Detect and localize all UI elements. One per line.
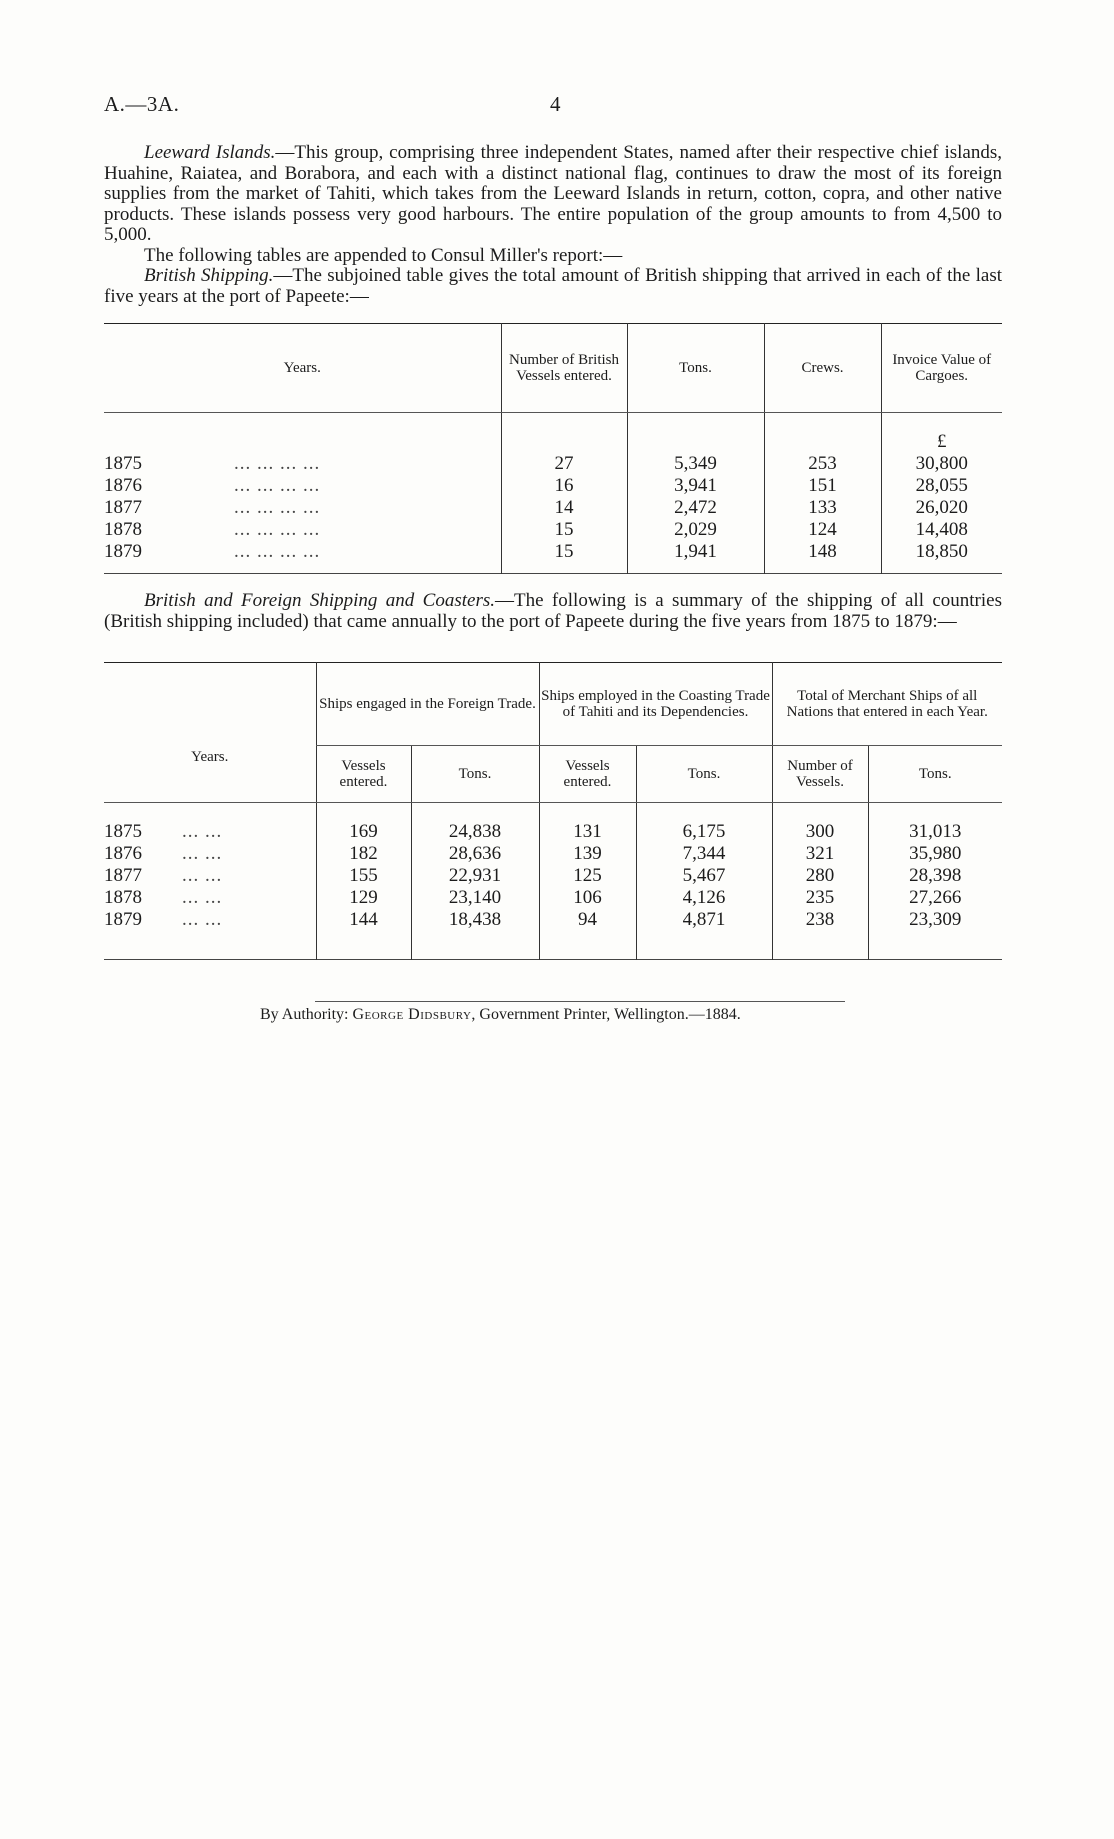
leeward-label: Leeward Islands.: [144, 142, 276, 163]
table-row: [104, 843, 1002, 865]
leader-dots: ... ... ... ...: [234, 453, 321, 474]
page-number: 4: [550, 92, 561, 116]
year-cell: 1876: [104, 843, 142, 864]
crews-cell: 133: [764, 497, 881, 519]
page-header: [104, 92, 1000, 122]
total-tons-cell: 35,980: [868, 843, 1002, 865]
col-header-coasting-trade: Ships employed in the Coasting Trade of Tahiti and its Dependencies.: [539, 663, 772, 746]
col-header-vessels-entered: Vessels entered.: [316, 746, 411, 803]
total-vessels-cell: 300: [772, 803, 868, 844]
table-row: [104, 541, 1002, 574]
foreign-vessels-cell: 169: [316, 803, 411, 844]
year-cell: 1876: [104, 475, 142, 496]
tables-intro: The following tables are appended to Consul Miller's report:—: [144, 244, 623, 266]
col-header-number-of-vessels: Number of Vessels.: [772, 746, 868, 803]
foreign-tons-cell: 22,931: [411, 865, 539, 887]
coasting-tons-cell: 4,126: [636, 887, 772, 909]
year-cell: 1877: [104, 497, 142, 518]
foreign-shipping-text: [104, 591, 1002, 632]
tons-cell: 3,941: [627, 475, 764, 497]
tons-cell: 2,029: [627, 519, 764, 541]
leader-dots: ... ...: [182, 821, 223, 842]
imprint-suffix: , Government Printer, Wellington.—1884.: [471, 1006, 741, 1023]
vessels-cell: 15: [501, 541, 627, 574]
footer-rule: [315, 1001, 845, 1002]
coasting-tons-cell: 5,467: [636, 865, 772, 887]
invoice-cell: 18,850: [881, 541, 1002, 574]
body-text: [104, 143, 1002, 307]
british-shipping-table: [104, 323, 1002, 574]
col-header-years: Years.: [104, 663, 316, 803]
leader-dots: ... ...: [182, 865, 223, 886]
printer-name: George Didsbury: [352, 1006, 472, 1023]
leader-dots: ... ... ... ...: [234, 475, 321, 496]
col-header-invoice: Invoice Value of Cargoes.: [881, 324, 1002, 413]
leader-dots: ... ... ... ...: [234, 541, 321, 562]
currency-symbol: £: [881, 413, 1002, 454]
foreign-shipping-paragraph: [104, 591, 1002, 632]
invoice-cell: 26,020: [881, 497, 1002, 519]
year-cell: 1879: [104, 541, 142, 562]
tons-cell: 1,941: [627, 541, 764, 574]
leeward-paragraph: [104, 143, 1002, 246]
leader-dots: ... ...: [182, 887, 223, 908]
total-tons-cell: 31,013: [868, 803, 1002, 844]
total-vessels-cell: 238: [772, 909, 868, 960]
crews-cell: 151: [764, 475, 881, 497]
table-row: [104, 909, 1002, 960]
total-tons-cell: 27,266: [868, 887, 1002, 909]
coasting-vessels-cell: 106: [539, 887, 636, 909]
british-shipping-paragraph: [104, 266, 1002, 307]
coasting-vessels-cell: 94: [539, 909, 636, 960]
coasting-tons-cell: 7,344: [636, 843, 772, 865]
foreign-text: —The following is a summary of the shipping of all countries (British shipping included) that came annually to the port of Papeete during the five years from 1875 to 1879:—: [104, 590, 1002, 632]
table-row: [104, 519, 1002, 541]
col-header-vessels: Number of British Vessels entered.: [501, 324, 627, 413]
foreign-vessels-cell: 129: [316, 887, 411, 909]
year-cell: 1878: [104, 519, 142, 540]
total-vessels-cell: 235: [772, 887, 868, 909]
vessels-cell: 14: [501, 497, 627, 519]
coasting-tons-cell: 4,871: [636, 909, 772, 960]
leeward-text: —This group, comprising three independent States, named after their respective chief islands, Huahine, Raiatea, and Borabora, and each with a distinct national flag, continues to draw the most of its foreign supplies from the market of Tahiti, which takes from the Leeward Islands in return, cotton, copra, and other native products. These islands possess very good harbours. The entire population of the group amounts to from 4,500 to 5,000.: [104, 142, 1002, 245]
vessels-cell: 16: [501, 475, 627, 497]
imprint-footer: [260, 1006, 741, 1024]
tons-cell: 5,349: [627, 453, 764, 475]
imprint-prefix: By Authority:: [260, 1006, 353, 1023]
coasting-vessels-cell: 125: [539, 865, 636, 887]
coasting-vessels-cell: 139: [539, 843, 636, 865]
table-row: [104, 475, 1002, 497]
table-row: [104, 453, 1002, 475]
total-tons-cell: 23,309: [868, 909, 1002, 960]
total-tons-cell: 28,398: [868, 865, 1002, 887]
col-header-total-ships: Total of Merchant Ships of all Nations that entered in each Year.: [772, 663, 1002, 746]
invoice-cell: 28,055: [881, 475, 1002, 497]
invoice-cell: 30,800: [881, 453, 1002, 475]
leader-dots: ... ...: [182, 843, 223, 864]
col-header-tons: Tons.: [868, 746, 1002, 803]
foreign-vessels-cell: 155: [316, 865, 411, 887]
table-row: [104, 865, 1002, 887]
crews-cell: 253: [764, 453, 881, 475]
foreign-shipping-table: [104, 662, 1002, 960]
foreign-label: British and Foreign Shipping and Coasters.: [144, 590, 496, 611]
leader-dots: ... ...: [182, 909, 223, 930]
foreign-tons-cell: 23,140: [411, 887, 539, 909]
tons-cell: 2,472: [627, 497, 764, 519]
leader-dots: ... ... ... ...: [234, 519, 321, 540]
col-header-tons: Tons.: [627, 324, 764, 413]
col-header-foreign-trade: Ships engaged in the Foreign Trade.: [316, 663, 539, 746]
year-cell: 1879: [104, 909, 142, 930]
coasting-tons-cell: 6,175: [636, 803, 772, 844]
col-header-tons: Tons.: [636, 746, 772, 803]
table-row: [104, 803, 1002, 844]
col-header-years: Years.: [104, 324, 501, 413]
british-text: —The subjoined table gives the total amount of British shipping that arrived in each of the last five years at the port of Papeete:—: [104, 265, 1002, 307]
table-row: [104, 887, 1002, 909]
foreign-tons-cell: 28,636: [411, 843, 539, 865]
year-cell: 1875: [104, 453, 142, 474]
col-header-vessels-entered: Vessels entered.: [539, 746, 636, 803]
year-cell: 1878: [104, 887, 142, 908]
total-vessels-cell: 321: [772, 843, 868, 865]
col-header-crews: Crews.: [764, 324, 881, 413]
crews-cell: 124: [764, 519, 881, 541]
foreign-tons-cell: 18,438: [411, 909, 539, 960]
foreign-vessels-cell: 144: [316, 909, 411, 960]
col-header-tons: Tons.: [411, 746, 539, 803]
year-cell: 1875: [104, 821, 142, 842]
year-cell: 1877: [104, 865, 142, 886]
document-reference: A.—3A.: [104, 92, 180, 116]
table-row: [104, 497, 1002, 519]
leader-dots: ... ... ... ...: [234, 497, 321, 518]
vessels-cell: 27: [501, 453, 627, 475]
foreign-vessels-cell: 182: [316, 843, 411, 865]
invoice-cell: 14,408: [881, 519, 1002, 541]
coasting-vessels-cell: 131: [539, 803, 636, 844]
foreign-tons-cell: 24,838: [411, 803, 539, 844]
vessels-cell: 15: [501, 519, 627, 541]
crews-cell: 148: [764, 541, 881, 574]
british-label: British Shipping.: [144, 265, 274, 286]
total-vessels-cell: 280: [772, 865, 868, 887]
